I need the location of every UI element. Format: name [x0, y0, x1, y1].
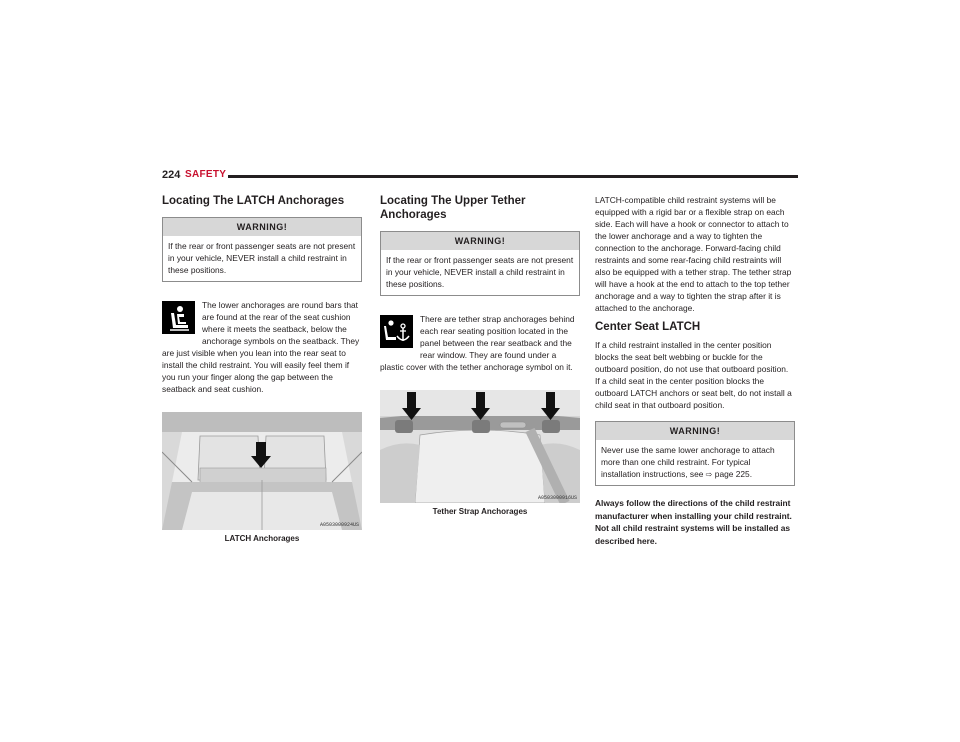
latch-paragraph: The lower anchorages are round bars that are found at the rear of the seat cushion where it meets the seatback, below the anchorage symbols on the seatback. They are just visible when you lean into the rear seat to install the child restraint. You will easily feel them if you run your finger along the gap between the seatback and seat cushion.: [162, 300, 360, 395]
column-center-seat-latch: [595, 194, 795, 547]
tether-anchorages-photo: [380, 390, 580, 503]
warning-title: WARNING!: [381, 232, 579, 250]
warning-title: WARNING!: [163, 218, 361, 236]
child-seat-latch-icon: [162, 301, 195, 334]
image-id: A0503000924US: [319, 522, 359, 529]
center-seat-paragraph: If a child restraint installed in the center position blocks the seat belt webbing or buckle for the outboard position, do not use that outboard position. If a child seat in the center position blocks the outboard LATCH anchors or seat belt, do not install a child seat in that outboard position.: [595, 340, 792, 410]
heading-center-seat-latch: Center Seat LATCH: [595, 321, 701, 333]
figure-caption: LATCH Anchorages: [224, 534, 300, 544]
header-rule: [228, 175, 798, 178]
warning-text: Never use the same lower anchorage to attach more than one child restraint. For typical installation instructions, see: [601, 445, 775, 479]
warning-box: [380, 231, 580, 296]
tether-paragraph-block: [380, 313, 580, 373]
page-reference-arrow-icon: ⇨: [705, 469, 713, 479]
section-name: SAFETY: [185, 169, 227, 180]
heading-upper-tether: Locating The Upper Tether Anchorages: [380, 195, 526, 221]
page-number: 224: [162, 169, 181, 181]
warning-text: If the rear or front passenger seats are not present in your vehicle, NEVER install a child restraint in these positions.: [386, 255, 574, 289]
warning-title: WARNING!: [596, 422, 794, 440]
warning-text: If the rear or front passenger seats are not present in your vehicle, NEVER install a child restraint in these positions.: [168, 241, 356, 275]
latch-anchorages-photo: [162, 412, 362, 530]
warning-text-block: [596, 440, 794, 485]
latch-paragraph-block: [162, 299, 362, 395]
latch-compatible-paragraph: LATCH-compatible child restraint systems will be equipped with a rigid bar or a flexible strap on each side. Each will have a hook or connector to attach to the lower anchorage and a way to tighten the connection to the anchorage. Forward-facing child restraints and some rear-facing child restraints will also be equipped with a tether strap. The tether strap will have a hook at the end to attach to the top tether anchorage and a way to tighten the strap after it is attached to the anchorage.: [595, 195, 792, 313]
warning-box: [595, 421, 795, 486]
figure-caption: Tether Strap Anchorages: [432, 507, 528, 517]
column-latch-anchorages: [162, 194, 362, 543]
warning-box: [162, 217, 362, 282]
page-reference-link[interactable]: page 225.: [714, 468, 753, 479]
image-id: A0503000916US: [537, 495, 577, 502]
tether-anchor-icon: [380, 315, 413, 348]
tether-paragraph: There are tether strap anchorages behind each rear seating position located in the panel between the rear seatback and the rear window. They are found under a plastic cover with the tether anchorage symbol on it.: [380, 314, 575, 373]
manufacturer-directions-paragraph: Always follow the directions of the child restraint manufacturer when installing your child restraint. Not all child restraint systems will be installed as described here.: [595, 498, 792, 546]
column-upper-tether: [380, 194, 580, 516]
heading-latch-anchorages: Locating The LATCH Anchorages: [162, 195, 345, 207]
page-header: [162, 169, 798, 183]
